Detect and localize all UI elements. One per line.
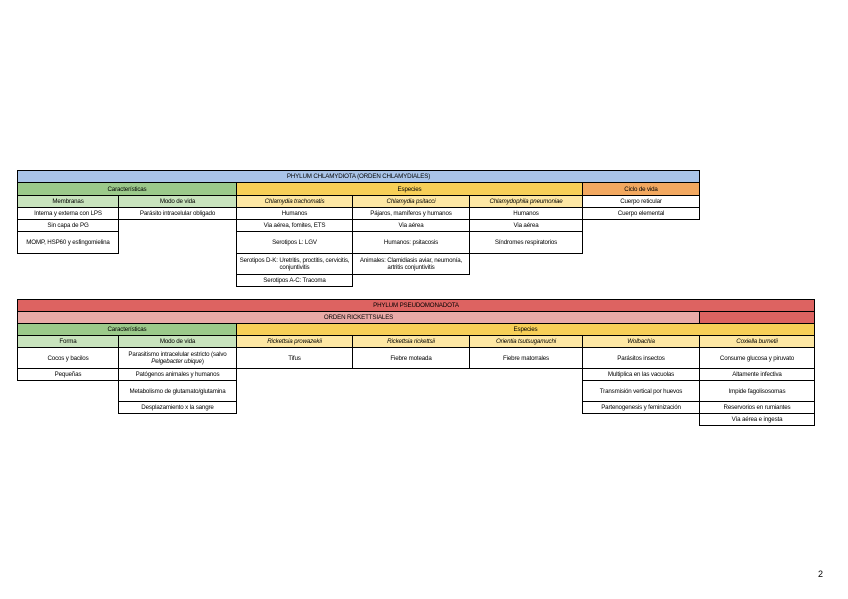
- table-cell: Humanos: psitacosis: [353, 232, 470, 254]
- table-cell: Partenogenesis y feminización: [583, 402, 700, 414]
- ciclo-cell: Cuerpo elemental: [583, 208, 700, 220]
- species-pneumoniae: Chlamydophila pneumoniae: [470, 196, 583, 208]
- ciclo-header: Ciclo de vida: [583, 183, 700, 196]
- species-coxiella: Coxiella burnetii: [700, 336, 815, 348]
- table-cell: Humanos: [470, 208, 583, 220]
- table-cell: Patógenos animales y humanos: [119, 369, 237, 381]
- table-cell: Pájaros, mamíferos y humanos: [353, 208, 470, 220]
- table-cell: Tifus: [237, 348, 353, 369]
- table-cell: Altamente infectiva: [700, 369, 815, 381]
- table-cell: Reservorios en rumiantes: [700, 402, 815, 414]
- modo-vida-header: Modo de vida: [119, 336, 237, 348]
- table-cell: Vía aérea e ingesta: [700, 414, 815, 426]
- table-cell: Cocos y bacilos: [18, 348, 119, 369]
- table-cell: Via aérea: [353, 220, 470, 232]
- forma-header: Forma: [18, 336, 119, 348]
- species-rickettsii: Rickettsia rickettsii: [353, 336, 470, 348]
- species-psitacci: Chlamydia psitacci: [353, 196, 470, 208]
- table-cell: Animales: Clamidiasis aviar, neumonía, artritis conjuntivitis: [353, 254, 470, 275]
- chlamydiota-table: [17, 170, 700, 287]
- table-cell: Multiplica en las vacuolas: [583, 369, 700, 381]
- table-cell: Interna y externa con LPS: [18, 208, 119, 220]
- table-cell: Parásito intracelular obligado: [119, 208, 237, 220]
- table-cell: MOMP, HSP60 y esfingomielina: [18, 232, 119, 254]
- table-cell: Parásitos insectos: [583, 348, 700, 369]
- membranas-header: Membranas: [18, 196, 119, 208]
- table-cell: Pequeñas: [18, 369, 119, 381]
- caracteristicas-header: Características: [18, 324, 237, 336]
- table-cell: Impide fagolisosomas: [700, 381, 815, 402]
- table-cell: Consume glucosa y piruvato: [700, 348, 815, 369]
- ciclo-cell: Cuerpo reticular: [583, 196, 700, 208]
- table-cell: Sin capa de PG: [18, 220, 119, 232]
- especies-header: Especies: [237, 183, 583, 196]
- table-cell: Fiebre matorrales: [470, 348, 583, 369]
- species-wolbachia: Wolbachia: [583, 336, 700, 348]
- table-cell: Humanos: [237, 208, 353, 220]
- table-cell: Metabolismo de glutamato/glutamina: [119, 381, 237, 402]
- table-cell: Desplazamiento x la sangre: [119, 402, 237, 414]
- species-tsutsugamuchi: Orientia tsutsugamuchi: [470, 336, 583, 348]
- table-cell: Via aérea: [470, 220, 583, 232]
- chlamydiota-title: PHYLUM CHLAMYDIOTA (ORDEN CHLAMYDIALES): [18, 171, 700, 183]
- especies-header: Especies: [237, 324, 815, 336]
- species-prowazekii: Rickettsia prowazekii: [237, 336, 353, 348]
- caracteristicas-header: Características: [18, 183, 237, 196]
- table-cell: Serotipos D-K: Uretritis, proctitis, cervicitis, conjuntivitis: [237, 254, 353, 275]
- pseudomonadota-table: [17, 299, 815, 426]
- species-trachomatis: Chlamydia trachomatis: [237, 196, 353, 208]
- modo-vida-header: Modo de vida: [119, 196, 237, 208]
- rickettsiales-header: ORDEN RICKETTSIALES: [18, 312, 700, 324]
- table-cell: Fiebre moteada: [353, 348, 470, 369]
- table-cell: Serotipos A-C: Tracoma: [237, 275, 353, 287]
- table-cell: Parasitismo intracelular estricto (salvo Pelgebacter ubique): [119, 348, 237, 369]
- table-cell: Via aérea, fomites, ETS: [237, 220, 353, 232]
- table-cell: Síndromes respiratorios: [470, 232, 583, 254]
- table-cell: Transmisión vertical por huevos: [583, 381, 700, 402]
- page-number: 2: [818, 569, 824, 579]
- pseudomonadota-title: PHYLUM PSEUDOMONADOTA: [18, 300, 815, 312]
- table-cell: Serotipos L: LGV: [237, 232, 353, 254]
